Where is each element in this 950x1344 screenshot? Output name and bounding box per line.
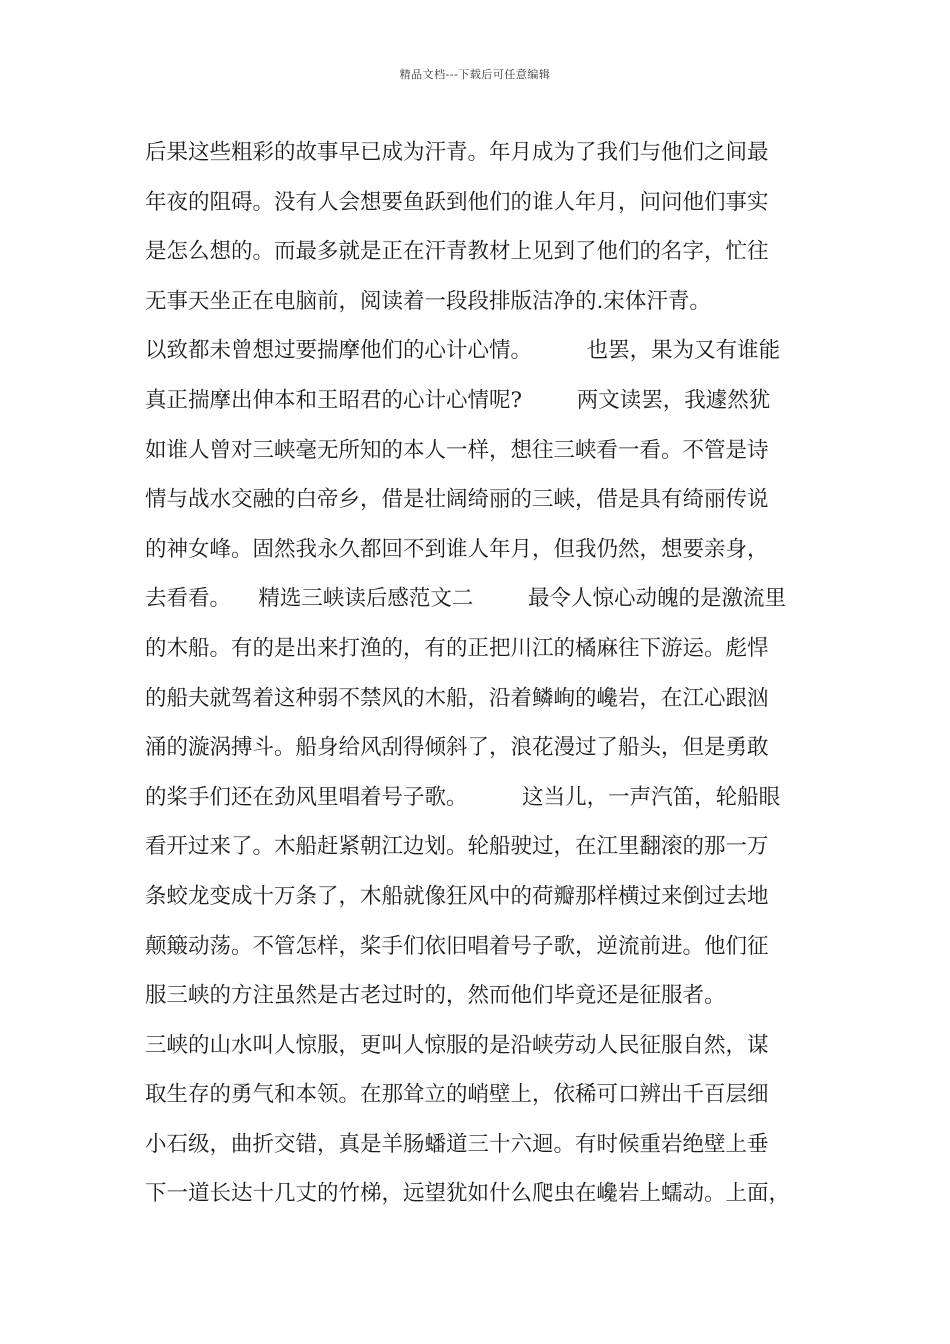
text-line: 小石级，曲折交错，真是羊肠蟠道三十六迴。有时候重岩绝壁上垂 xyxy=(145,1131,769,1157)
text-line: 去看看。 精选三峡读后感范文二 最令人惊心动魄的是激流里 xyxy=(145,586,787,612)
text-line: 情与战水交融的白帝乡，借是壮阔绮丽的三峡，借是具有绮丽传说 xyxy=(145,487,769,513)
text-line: 的木船。有的是出来打渔的，有的正把川江的橘麻往下游运。彪悍 xyxy=(145,635,769,661)
text-line: 涌的漩涡搏斗。船身给风刮得倾斜了，浪花漫过了船头，但是勇敢 xyxy=(145,735,769,761)
text-line: 颠簸动荡。不管怎样，桨手们依旧唱着号子歌，逆流前进。他们征 xyxy=(145,933,769,959)
text-line: 的桨手们还在劲风里唱着号子歌。 这当儿，一声汽笛，轮船眼 xyxy=(145,784,781,810)
text-line: 后果这些粗彩的故事早已成为汗青。年月成为了我们与他们之间最 xyxy=(145,140,769,165)
text-line: 无事天坐正在电脑前，阅读着一段段排版洁净的.宋体汗青。 xyxy=(145,288,711,314)
text-line: 看开过来了。木船赶紧朝江边划。轮船驶过，在江里翻滚的那一万 xyxy=(145,834,769,860)
document-body xyxy=(145,133,835,1224)
text-line: 的神女峰。固然我永久都回不到谁人年月，但我仍然，想要亲身， xyxy=(145,536,769,562)
text-line: 的船夫就驾着这种弱不禁风的木船，沿着鳞峋的巉岩，在江心跟汹 xyxy=(145,685,769,711)
text-line: 取生存的勇气和本领。在那耸立的峭壁上，依稀可口辨出千百层细 xyxy=(145,1082,769,1108)
page-header: 精品文档---下载后可任意编辑 xyxy=(399,68,551,81)
text-line: 以致都未曾想过要揣摩他们的心计心情。 也罢，果为又有谁能 xyxy=(145,338,781,364)
text-line: 如谁人曾对三峡毫无所知的本人一样，想往三峡看一看。不管是诗 xyxy=(145,437,769,463)
text-line: 条蛟龙变成十万条了，木船就像狂风中的荷瓣那样横过来倒过去地 xyxy=(145,883,769,909)
text-line: 是怎么想的。而最多就是正在汗青教材上见到了他们的名字，忙往 xyxy=(145,239,769,265)
text-line: 年夜的阻碍。没有人会想要鱼跃到他们的谁人年月，问问他们事实 xyxy=(145,189,769,215)
text-line: 服三峡的方注虽然是古老过时的，然而他们毕竟还是征服者。 xyxy=(145,983,726,1009)
text-line: 真正揣摩出伸本和王昭君的心计心情呢? 两文读罢，我遽然犹 xyxy=(145,387,771,413)
text-line: 下一道长达十几丈的竹梯，远望犹如什么爬虫在巉岩上蠕动。上面， xyxy=(145,1181,791,1207)
text-line: 三峡的山水叫人惊服，更叫人惊服的是沿峡劳动人民征服自然，谋 xyxy=(145,1032,769,1058)
